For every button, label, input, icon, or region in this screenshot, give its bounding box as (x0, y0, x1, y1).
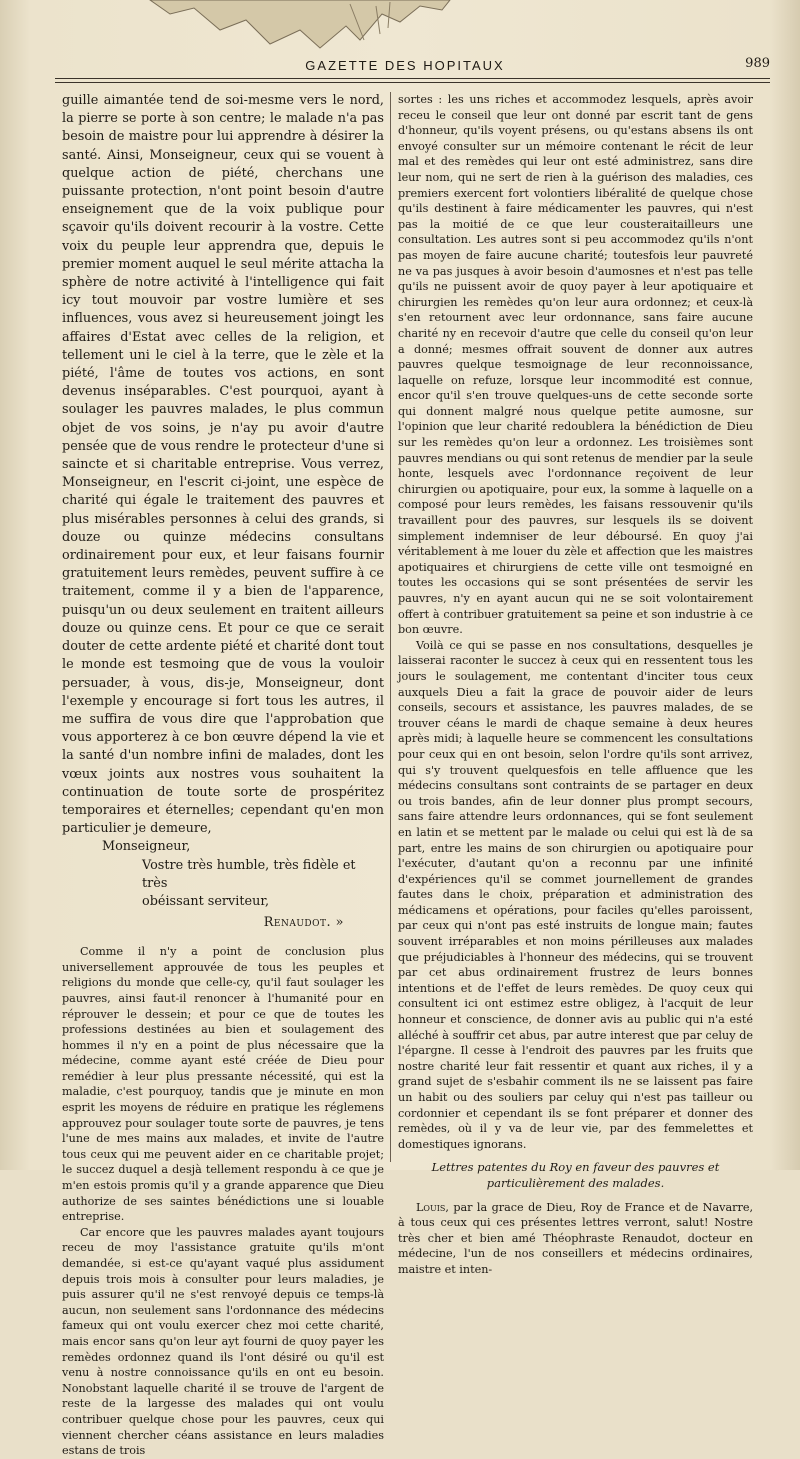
paragraph: sortes : les uns riches et accommodez lesquels, après avoir receu le conseil que leur ont donné par escrit tant de gens d'honneur, qu'ils voyent présens, ou qu'estans absens ils ont envoyé consulter sur un mémoire contenant le récit de leur mal et des remèdes qui leur ont esté administrez, sans dire leur nom, qui ne sert de rien à la guérison des maladies, ces premiers exercent fort volontiers libéralité de quelque chose qu'ils destinent à faire médicamenter les pauvres, qui n'est pas la moitié de ce que leur cousteraitailleurs une consultation. Les autres sont si peu accommodez qu'ils n'ont pas moyen de faire aucune charité; toutesfois leur pauvreté ne va pas jusques à avoir besoin d'aumosnes et n'est pas telle qu'ils ne puissent avoir de quoy payer à leur apotiquaire et chirurgien les remèdes qu'on leur aura ordonnez; et ceux-là s'en retournent avec leur ordonnance, sans faire aucune charité ny en recevoir d'autre que celle du conseil qu'on leur a donné; mesmes offrait souvent de donner aux autres pauvres quelque tesmoignage de leur reconnoissance, laquelle on refuze, lorsque leur incommodité est connue, encor qu'il s'en trouve quelques-uns de cette seconde sorte qui donnent malgré nous quelque petite aumosne, sur l'opinion que leur charité redoublera la bénédiction de Dieu sur les remèdes qu'on leur a ordonnez. Les troisièmes sont pauvres mendians ou qui sont retenus de mendier par la seule honte, lesquels avec l'ordonnance reçoivent de leur chirurgien ou apotiquaire, pour eux, la somme à laquelle on a composé pour leurs remèdes, les faisans ressouvenir qu'ils travaillent pour des pauvres, sur lesquels ils se doivent simplement indemniser de leur déboursé. En quoy j'ai véritablement à me louer du zèle et affection que les maistres apotiquaires et chirurgiens de cette ville ont tesmoigné en toutes les occasions qui se sont présentées de servir les pauvres, n'y en ayant aucun qui ne se soit volontairement offert à contribuer gratuitement sa peine et son industrie à ce bon œuvre. (398, 93, 753, 637)
torn-paper-edge (150, 0, 450, 55)
letter-body: guille aimantée tend de soi-mesme vers le nord, la pierre se porte à son centre; le malade n'a pas besoin de maistre pour lui apprendre à désirer la santé. Ainsi, Monseigneur, ceux qui se vouent à quelque action de piété, cherchans une puissante protection, n'ont point besoin d'autre enseignement que de la voix publique pour sçavoir qu'ils doivent recourir à la vostre. Cette voix du peuple leur apprendra que, depuis le premier moment auquel le seul mérite attacha la sphère de notre activité à l'intelligence qui fait icy tout mouvoir par vostre lumière et ses influences, vous avez si heureusement joingt les affaires d'Estat avec celles de la religion, et tellement uni le ciel à la terre, que le zèle et la piété, l'âme de toutes vos actions, en sont devenus inséparables. C'est pourquoi, ayant à soulager les pauvres malades, le plus commun objet de vos soins, je n'ay pu avoir d'autre pensée que de vous rendre le protecteur d'une si saincte et si charitable entreprise. Vous verrez, Monseigneur, en l'escrit ci-joint, une espèce de charité qui égale le traitement des pauvres et plus misérables personnes à celui des grands, si douze ou quinze médecins consultans ordinairement pour eux, et leur faisans fournir gratuitement leurs remèdes, peuvent suffire à ce traitement, comme il y a bien de l'apparence, puisqu'un ou deux seulement en traitent ailleurs douze ou quinze cens. Et pour ce que ce serait douter de cette ardente piété et charité dont tout le monde est tesmoing que de vous la vouloir persuader, à vous, dis-je, Monseigneur, dont l'exemple y encourage si fort tous les autres, il me suffira de vous dire que l'approbation que vous apporterez à ce bon œuvre dépend la vie et la santé d'un nombre infini de malades, dont les vœux joints aux nostres vous souhaitent la continuation de toute sorte de prospéritez temporaires et éternelles; cependant qu'en mon particulier je demeure, (62, 93, 384, 837)
paragraph-lead-word: Louis (416, 1200, 446, 1214)
running-title: GAZETTE DES HOPITAUX (305, 58, 505, 73)
header-rule (55, 78, 770, 79)
closing-line: Vostre très humble, très fidèle et très (142, 857, 356, 891)
paragraph: Car encore que les pauvres malades ayant toujours receu de moy l'assistance gratuite qu'ils m'ont demandée, si est-ce qu'ayant vaqué plus assidument depuis trois mois à consulter pour leurs maladies, je puis assurer qu'il ne s'est renvoyé depuis ce temps-là aucun, non seulement sans l'ordonnance des médecins fameux qui ont voulu exercer chez moi cette charité, mais encor sans qu'on leur ayt fourni de quoy payer les remèdes ordonnez quand ils l'ont désiré ou qu'il est venu à nostre connoissance qu'ils en ont eu besoin. Nonobstant laquelle charité il se trouve de l'argent de reste de la largesse des malades qui ont voulu contribuer quelque chose pour les pauvres, ceux qui viennent chercher céans assistance en leurs maladies estans de trois (62, 1225, 384, 1458)
column-divider (390, 92, 391, 1162)
signature: Renaudot. » (263, 915, 344, 931)
left-column (62, 92, 384, 1458)
right-column (398, 92, 753, 1276)
paragraph: Comme il n'y a point de conclusion plus universellement approuvée de tous les peuples et religions du monde que celle-cy, qu'il faut soulager les pauvres, ainsi faut-il renoncer à l'humanité pour en réprouver le dessein; et pour ce que de toutes les professions destinées au bien et soulagement des hommes il n'y en a point de plus nécessaire que la médecine, comme ayant esté créée de Dieu pour remédier à leur plus pressante nécessité, qui est la maladie, c'est pourquoy, tandis que je minute en mon esprit les moyens de réduire en pratique les réglemens approuvez pour soulager toute sorte de pauvres, je tens l'une de mes mains aux malades, et invite de l'autre tous ceux qui me peuvent aider en ce charitable projet; le succez duquel a desjà tellement respondu à ce que je m'en estois promis qu'il y a grande apparence que Dieu authorize de ses saintes bénédictions une si louable entreprise. (62, 945, 384, 1224)
paragraph: Voilà ce qui se passe en nos consultations, desquelles je laisserai raconter le succez à ceux qui en ressentent tous les jours le soulagement, me contentant d'inciter tous ceux auxquels Dieu a fait la grace de pouvoir aider de leurs conseils, secours et assistance, les pauvres malades, de se trouver céans le mardi de chaque semaine à deux heures après midi; à laquelle heure se commencent les consultations pour ceux qui en ont besoin, selon l'ordre qu'ils sont arrivez, qui s'y trouvent quelquesfois en telle affluence que les médecins consultans sont contraints de se partager en deux ou trois bandes, afin de leur donner plus prompt secours, sans faire attendre leurs ordonnances, qui se font seulement en latin et se mettent par le malade ou celui qui est là de sa part, entre les mains de son chirurgien ou apotiquaire pour l'exécuter, d'autant qu'on a reconnu par une infinité d'expériences qu'il se commet journellement de grandes fautes dans le choix, préparation et administration des médicamens et opérations, pour faciles qu'elles paroissent, par ceux qui n'ont pas esté instruits de longue main; fautes souvent irréparables et non moins périlleuses aux malades que préjudiciables à l'honneur des médecins, qui se trouvent par cet abus ordinairement frustrez de leurs bonnes intentions et de l'effet de leurs remèdes. De quoy ceux qui consultent ici ont estimez estre obligez, à l'acquit de leur honneur et conscience, de donner avis au public qui n'a esté alléché à souffrir cet abus, par autre interest que par celuy de l'épargne. Il cesse à l'endroit des pauvres par les fruits que nostre charité leur fait ressentir et quant aux riches, il y a grand sujet de s'esbahir comment ils ne se laissent pas faire un habit ou des souliers par celuy qui n'est pas tailleur ou cordonnier et cependant ils se font préparer et donner des remèdes, où il y va de leur vie, par des femmelettes et domestiques ignorans. (398, 638, 753, 1151)
page-number: 989 (745, 56, 770, 71)
paragraph-text: , par la grace de Dieu, Roy de France et de Navarre, à tous ceux qui ces présentes lettres verront, salut! Nostre très cher et bien amé Théophraste Renaudot, docteur en médecine, l'un de nos conseillers et médecins ordinaires, maistre et inten- (398, 1200, 753, 1276)
section-heading: Lettres patentes du Roy en faveur des pauvres et particulièrement des malades. (431, 1160, 720, 1190)
paragraph (398, 1200, 753, 1278)
header-rule-secondary (55, 82, 770, 83)
salutation: Monseigneur, (102, 839, 191, 855)
closing-line: obéissant serviteur, (142, 893, 270, 909)
